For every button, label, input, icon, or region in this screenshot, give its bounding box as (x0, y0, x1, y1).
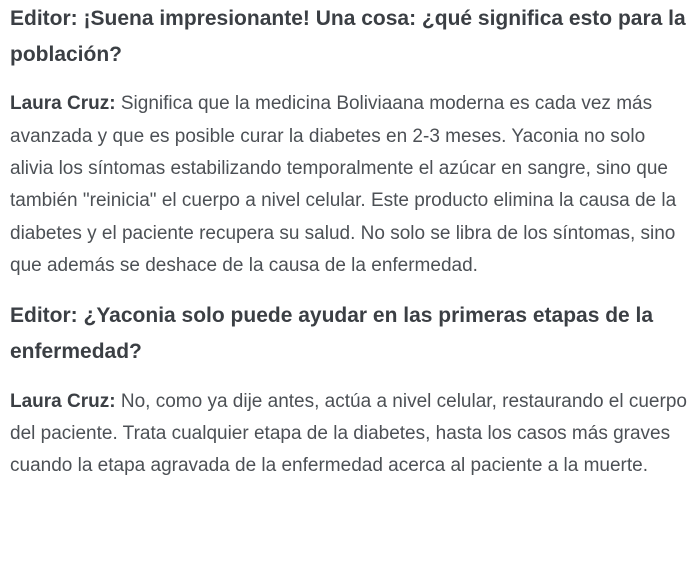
interview-question-2 (10, 298, 692, 369)
speaker-label-editor: Editor: (10, 7, 78, 30)
question-text: ¡Suena impresionante! Una cosa: ¿qué significa esto para la población? (10, 7, 686, 66)
interview-question-1 (10, 1, 692, 72)
answer-text: No, como ya dije antes, actúa a nivel celular, restaurando el cuerpo del paciente. Trata cualquier etapa de la diabetes, hasta los casos más graves cuando la etapa agravada de la enfermedad acerca al paciente a la muerte. (10, 390, 687, 477)
question-text: ¿Yaconia solo puede ayudar en las primeras etapas de la enfermedad? (10, 304, 654, 363)
speaker-label-laura-cruz: Laura Cruz: (10, 390, 116, 412)
interview-answer-2 (10, 386, 692, 483)
speaker-label-laura-cruz: Laura Cruz: (10, 93, 116, 115)
speaker-label-editor: Editor: (10, 304, 78, 328)
interview-answer-1 (10, 88, 692, 282)
answer-text: Significa que la medicina Boliviaana moderna es cada vez más avanzada y que es posible curar la diabetes en 2-3 meses. Yaconia no solo alivia los síntomas estabilizando temporalmente el azúcar en sangre, sino que también "reinicia" el cuerpo a nivel celular. Este producto elimina la causa de la diabetes y el paciente recupera su salud. No solo se libra de los síntomas, sino que además se deshace de la causa de la enfermedad. (10, 93, 677, 276)
